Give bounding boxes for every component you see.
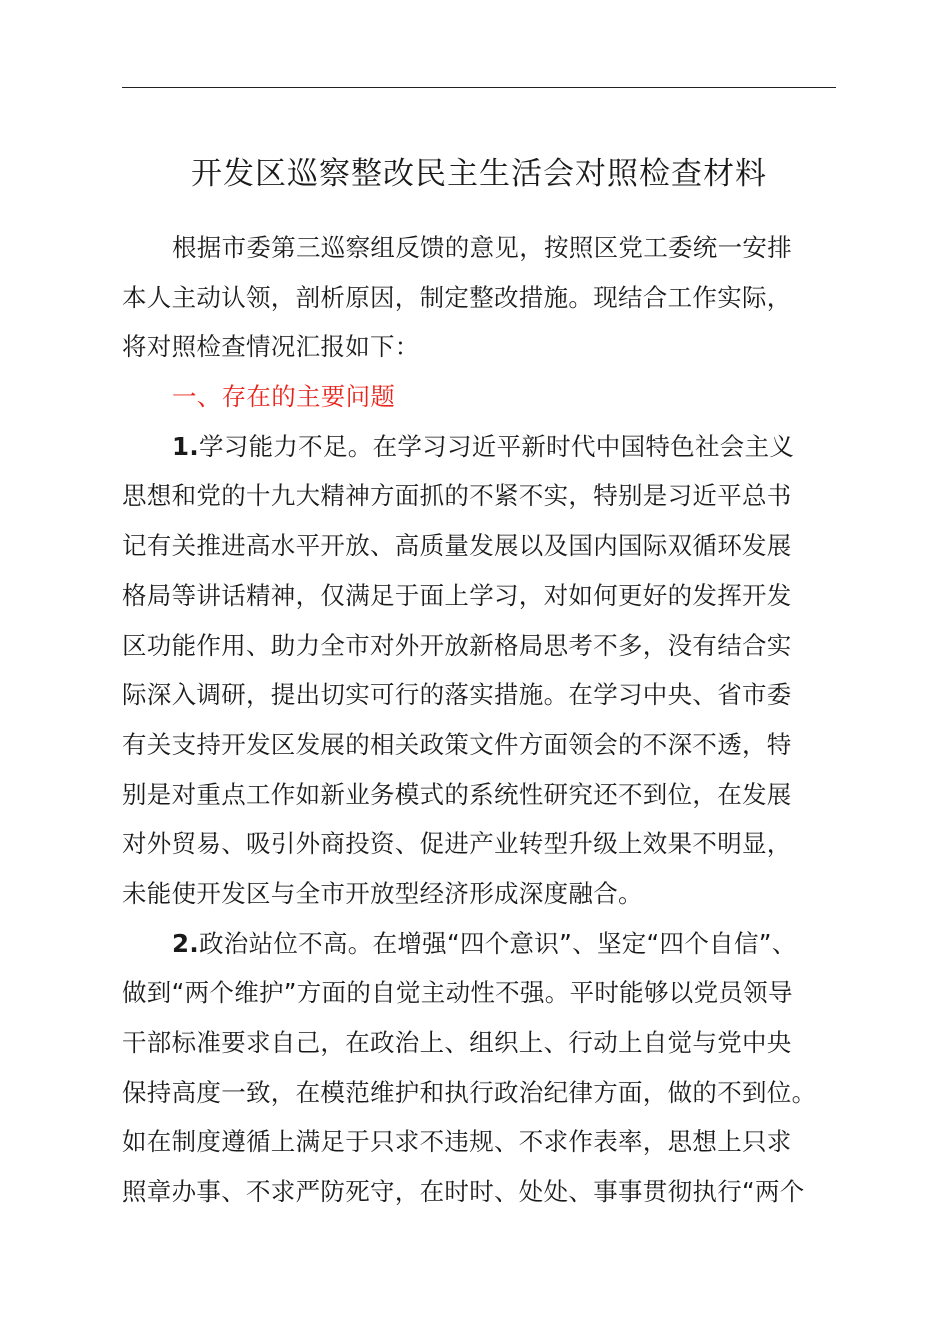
item-1-line: 对外贸易、吸引外商投资、促进产业转型升级上效果不明显， <box>122 829 792 859</box>
item-2-text: 政治站位不高。在增强“四个意识”、坚定“四个自信”、 <box>198 928 797 958</box>
document-title: 开发区巡察整改民主生活会对照检查材料 <box>191 156 767 192</box>
intro-line: 本人主动认领，剖析原因，制定整改措施。现结合工作实际， <box>122 282 792 312</box>
item-1-line: 别是对重点工作如新业务模式的系统性研究还不到位，在发展 <box>122 779 792 809</box>
item-2-line: 做到“两个维护”方面的自觉主动性不强。平时能够以党员领导 <box>122 978 793 1008</box>
item-1-line: 有关支持开发区发展的相关政策文件方面领会的不深不透，特 <box>122 729 792 759</box>
item-2-line: 如在制度遵循上满足于只求不违规、不求作表率，思想上只求 <box>122 1127 792 1157</box>
item-1-number: 1. <box>172 431 199 461</box>
intro-line: 将对照检查情况汇报如下： <box>122 332 420 362</box>
item-2-line: 照章办事、不求严防死守，在时时、处处、事事贯彻执行“两个 <box>122 1177 805 1207</box>
item-2-line: 保持高度一致，在模范维护和执行政治纪律方面，做的不到位。 <box>122 1077 817 1107</box>
item-2-line: 干部标准要求自己，在政治上、组织上、行动上自觉与党中央 <box>122 1028 792 1057</box>
item-1-line: 区功能作用、助力全市对外开放新格局思考不多，没有结合实 <box>122 630 792 660</box>
intro-line: 根据市委第三巡察组反馈的意见，按照区党工委统一安排 <box>172 233 792 262</box>
item-1-line: 际深入调研，提出切实可行的落实措施。在学习中央、省市委 <box>122 680 792 710</box>
item-2-first-line <box>122 919 862 969</box>
item-2-number: 2. <box>172 928 199 958</box>
section-heading: 一、存在的主要问题 <box>172 382 396 412</box>
item-1-first-line <box>122 422 862 472</box>
item-1-line: 记有关推进高水平开放、高质量发展以及国内国际双循环发展 <box>122 531 792 561</box>
item-1-line: 未能使开发区与全市开放型经济形成深度融合。 <box>122 878 643 908</box>
item-1-line: 格局等讲话精神，仅满足于面上学习，对如何更好的发挥开发 <box>122 580 792 610</box>
item-1-line: 思想和党的十九大精神方面抓的不紧不实，特别是习近平总书 <box>122 481 792 511</box>
document-body <box>122 223 862 1217</box>
header-rule <box>122 87 836 88</box>
item-1-text: 学习能力不足。在学习习近平新时代中国特色社会主义 <box>198 431 795 461</box>
